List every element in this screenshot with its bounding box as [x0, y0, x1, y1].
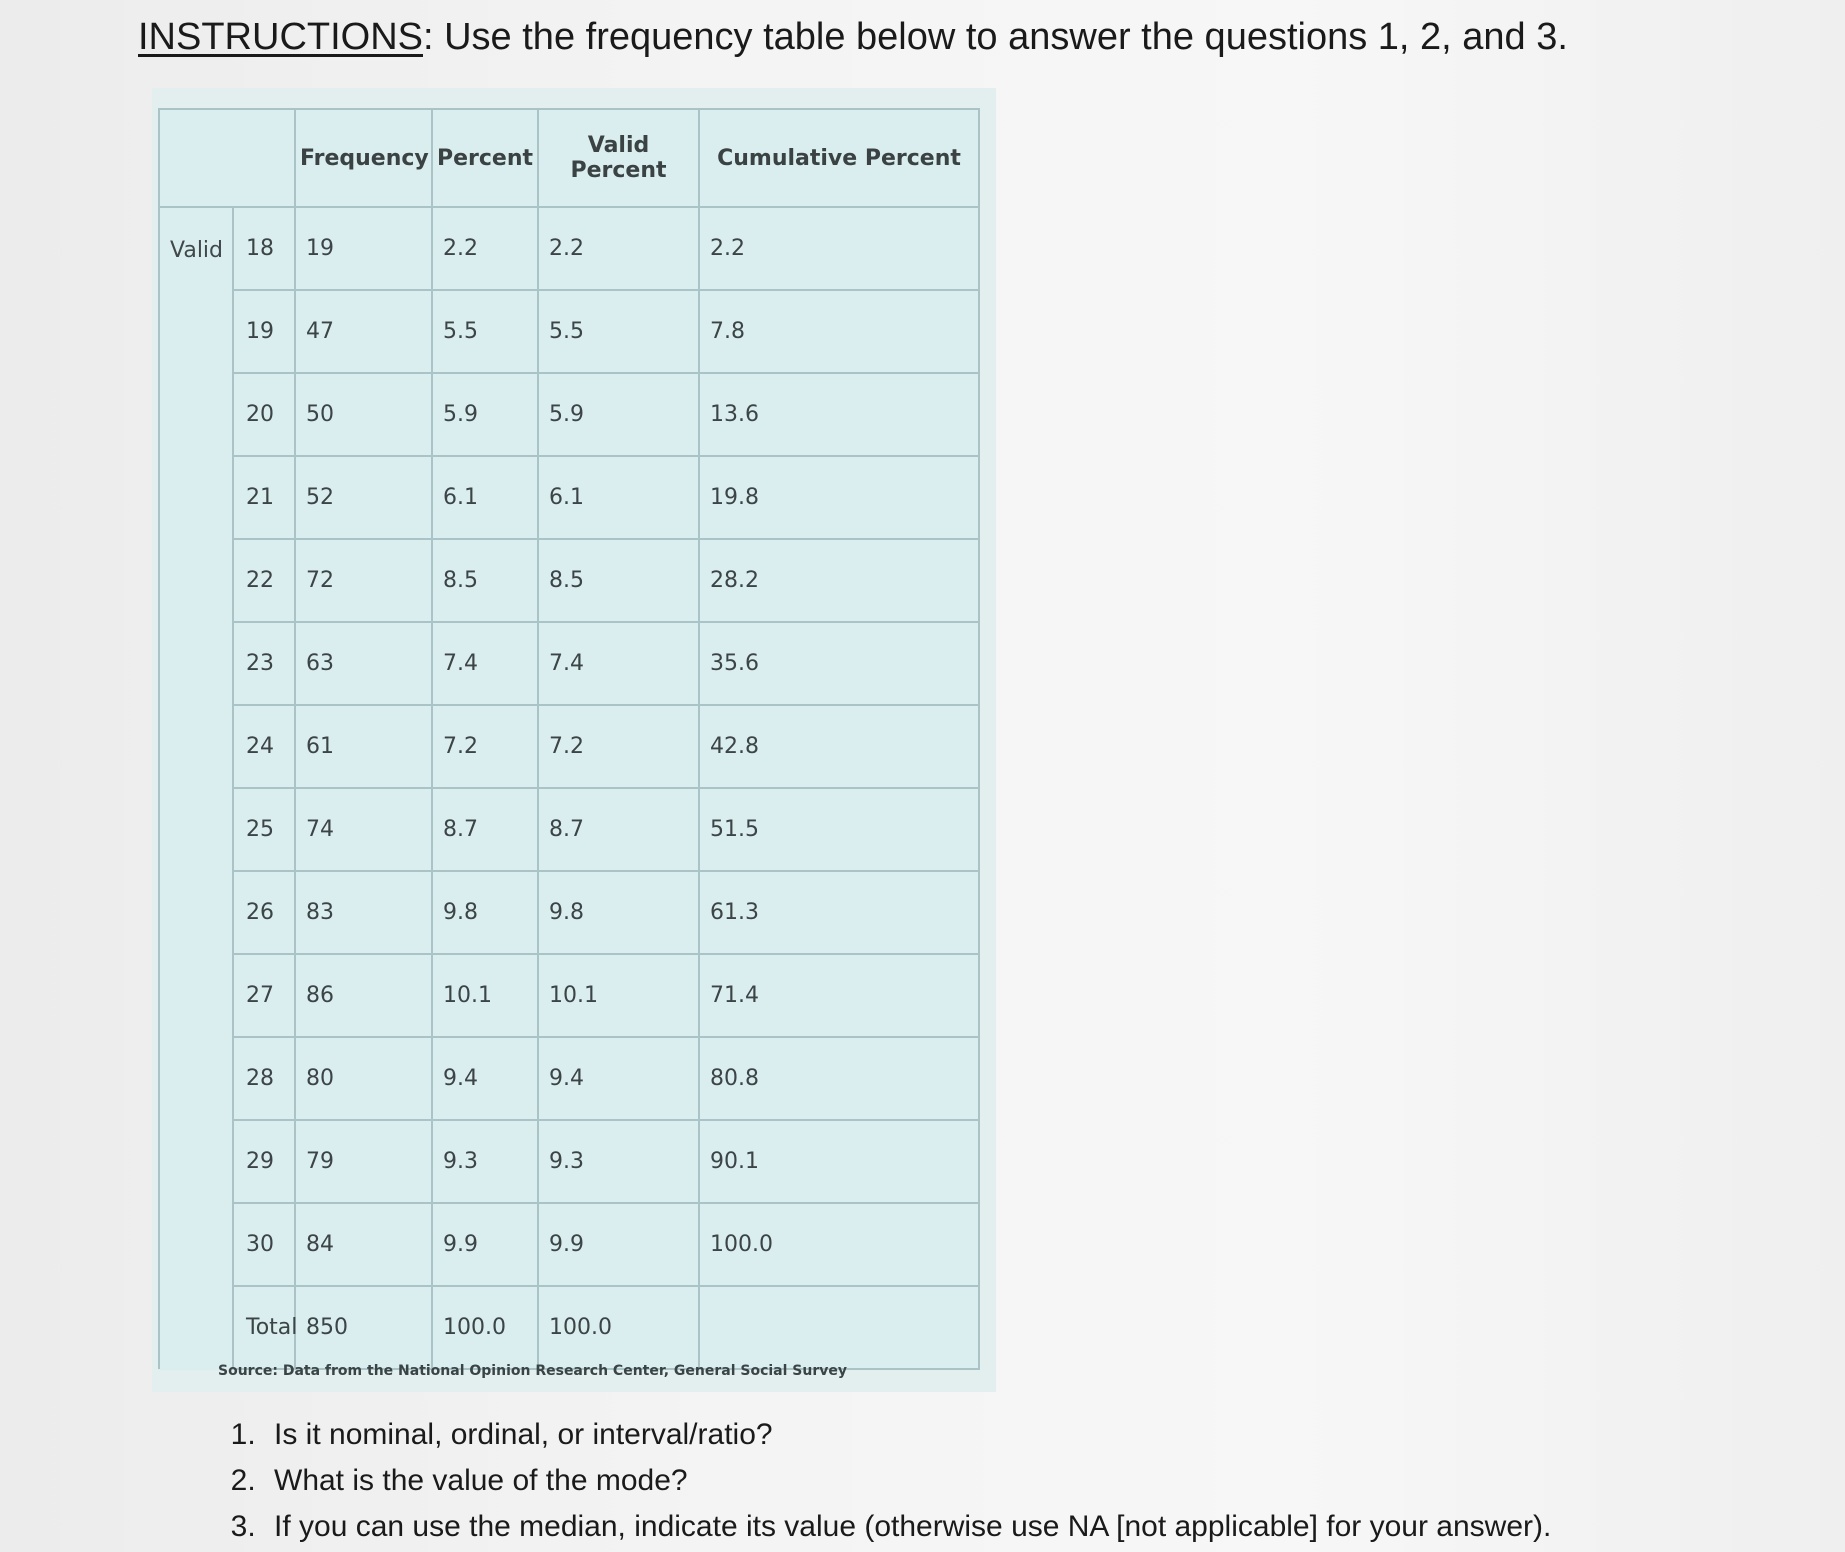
- table-row: [159, 290, 979, 373]
- table-body: [159, 207, 979, 1369]
- total-percent-cell: 100.0: [432, 1286, 538, 1369]
- table-row: [159, 1120, 979, 1203]
- header-valid-percent: Valid Percent: [538, 109, 699, 207]
- question-list: [222, 1412, 1551, 1550]
- value-cell: 18: [233, 207, 295, 290]
- table-row: [159, 1037, 979, 1120]
- percent-cell: 8.7: [432, 788, 538, 871]
- cumulative-percent-cell: 51.5: [699, 788, 979, 871]
- percent-cell: 7.2: [432, 705, 538, 788]
- frequency-cell: 19: [295, 207, 432, 290]
- header-cumulative-percent: Cumulative Percent: [699, 109, 979, 207]
- value-cell: 19: [233, 290, 295, 373]
- valid-percent-cell: 5.5: [538, 290, 699, 373]
- valid-percent-cell: 7.4: [538, 622, 699, 705]
- valid-percent-cell: 10.1: [538, 954, 699, 1037]
- total-label-cell: Total: [233, 1286, 295, 1369]
- valid-percent-cell: 8.5: [538, 539, 699, 622]
- table-total-row: [159, 1286, 979, 1369]
- question-item: 2. What is the value of the mode?: [264, 1458, 1551, 1504]
- cumulative-percent-cell: 61.3: [699, 871, 979, 954]
- cumulative-percent-cell: 19.8: [699, 456, 979, 539]
- instructions-label: INSTRUCTIONS: [138, 16, 423, 58]
- value-cell: 21: [233, 456, 295, 539]
- cumulative-percent-cell: 35.6: [699, 622, 979, 705]
- frequency-cell: 72: [295, 539, 432, 622]
- percent-cell: 9.8: [432, 871, 538, 954]
- instructions-text: : Use the frequency table below to answer the questions 1, 2, and 3.: [423, 16, 1568, 58]
- table-row: [159, 871, 979, 954]
- frequency-cell: 79: [295, 1120, 432, 1203]
- valid-percent-cell: 8.7: [538, 788, 699, 871]
- cumulative-percent-cell: 71.4: [699, 954, 979, 1037]
- frequency-table-image: [152, 88, 996, 1392]
- header-percent: Percent: [432, 109, 538, 207]
- valid-percent-cell: 9.8: [538, 871, 699, 954]
- table-row: [159, 456, 979, 539]
- value-cell: 29: [233, 1120, 295, 1203]
- valid-percent-cell: 7.2: [538, 705, 699, 788]
- frequency-cell: 50: [295, 373, 432, 456]
- table-row: [159, 1203, 979, 1286]
- frequency-cell: 84: [295, 1203, 432, 1286]
- header-frequency: Frequency: [295, 109, 432, 207]
- table-source-note: Source: Data from the National Opinion Research Center, General Social Survey: [218, 1363, 847, 1379]
- table-row: [159, 373, 979, 456]
- table-row: [159, 207, 979, 290]
- percent-cell: 9.4: [432, 1037, 538, 1120]
- frequency-cell: 86: [295, 954, 432, 1037]
- percent-cell: 2.2: [432, 207, 538, 290]
- cumulative-percent-cell: 80.8: [699, 1037, 979, 1120]
- value-cell: 27: [233, 954, 295, 1037]
- frequency-cell: 74: [295, 788, 432, 871]
- value-cell: 20: [233, 373, 295, 456]
- frequency-cell: 80: [295, 1037, 432, 1120]
- cumulative-percent-cell: 7.8: [699, 290, 979, 373]
- valid-percent-cell: 9.9: [538, 1203, 699, 1286]
- value-cell: 26: [233, 871, 295, 954]
- table-row: [159, 788, 979, 871]
- cumulative-percent-cell: 2.2: [699, 207, 979, 290]
- value-cell: 28: [233, 1037, 295, 1120]
- cumulative-percent-cell: 42.8: [699, 705, 979, 788]
- frequency-table: [158, 108, 980, 1370]
- percent-cell: 9.9: [432, 1203, 538, 1286]
- cumulative-percent-cell: 28.2: [699, 539, 979, 622]
- valid-percent-cell: 9.3: [538, 1120, 699, 1203]
- valid-percent-cell: 2.2: [538, 207, 699, 290]
- value-cell: 23: [233, 622, 295, 705]
- cumulative-percent-cell: 100.0: [699, 1203, 979, 1286]
- percent-cell: 10.1: [432, 954, 538, 1037]
- valid-percent-cell: 9.4: [538, 1037, 699, 1120]
- question-item: 3. If you can use the median, indicate its value (otherwise use NA [not applicable] for your answer).: [264, 1504, 1551, 1550]
- table-row: [159, 705, 979, 788]
- percent-cell: 5.5: [432, 290, 538, 373]
- value-cell: 22: [233, 539, 295, 622]
- percent-cell: 9.3: [432, 1120, 538, 1203]
- percent-cell: 7.4: [432, 622, 538, 705]
- percent-cell: 5.9: [432, 373, 538, 456]
- table-row: [159, 954, 979, 1037]
- percent-cell: 8.5: [432, 539, 538, 622]
- table-header-row: [159, 109, 979, 207]
- total-frequency-cell: 850: [295, 1286, 432, 1369]
- percent-cell: 6.1: [432, 456, 538, 539]
- total-cumulative-percent-cell: [699, 1286, 979, 1369]
- value-cell: 24: [233, 705, 295, 788]
- frequency-cell: 47: [295, 290, 432, 373]
- cumulative-percent-cell: 13.6: [699, 373, 979, 456]
- value-cell: 25: [233, 788, 295, 871]
- question-item: 1. Is it nominal, ordinal, or interval/ratio?: [264, 1412, 1551, 1458]
- frequency-cell: 52: [295, 456, 432, 539]
- total-valid-percent-cell: 100.0: [538, 1286, 699, 1369]
- table-row: [159, 539, 979, 622]
- frequency-cell: 63: [295, 622, 432, 705]
- header-blank: [159, 109, 295, 207]
- cumulative-percent-cell: 90.1: [699, 1120, 979, 1203]
- table-row: [159, 622, 979, 705]
- frequency-cell: 83: [295, 871, 432, 954]
- row-group-label: Valid: [159, 207, 233, 1369]
- valid-percent-cell: 6.1: [538, 456, 699, 539]
- frequency-cell: 61: [295, 705, 432, 788]
- value-cell: 30: [233, 1203, 295, 1286]
- instructions-heading: [138, 12, 1568, 62]
- valid-percent-cell: 5.9: [538, 373, 699, 456]
